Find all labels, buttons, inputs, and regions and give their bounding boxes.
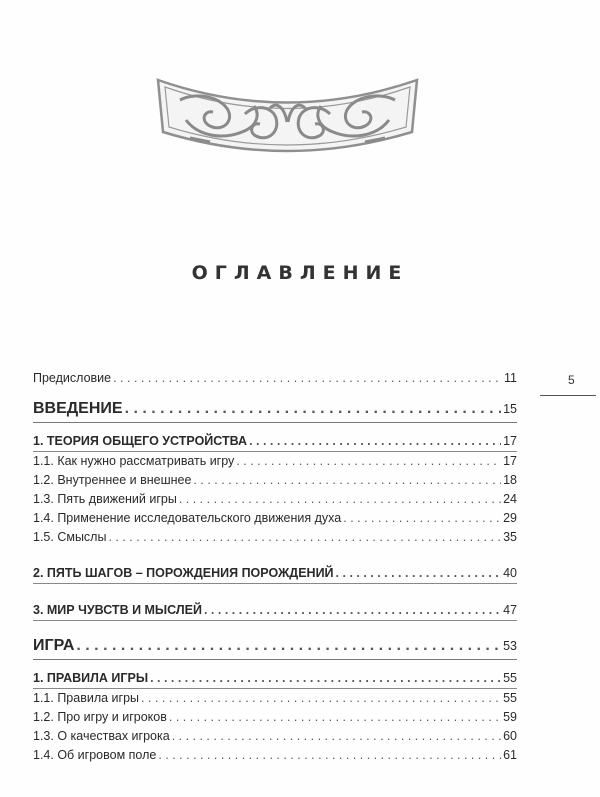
toc-entry-label: 2. ПЯТЬ ШАГОВ – ПОРОЖДЕНИЯ ПОРОЖДЕНИЙ [33, 566, 334, 580]
toc-entry-label: ИГРА [33, 637, 75, 654]
toc-section-entry[interactable] [33, 708, 517, 727]
dot-leader [236, 452, 501, 471]
toc-entry-label: Предисловие [33, 371, 112, 385]
dot-leader [125, 396, 502, 422]
page-number: 5 [568, 373, 575, 387]
decorative-arch-ornament-icon [150, 70, 425, 175]
toc-entry-label: 1.5. Смыслы [33, 530, 107, 544]
toc-entry-page: 35 [503, 530, 517, 544]
toc-entry-label: 1.3. О качествах игрока [33, 729, 170, 743]
dot-leader [172, 727, 501, 746]
dot-leader [141, 689, 501, 708]
toc-entry-page: 40 [503, 566, 517, 580]
dot-leader [76, 633, 501, 659]
dot-leader [343, 509, 501, 528]
dot-leader [336, 563, 502, 583]
toc-section-entry[interactable] [33, 509, 517, 528]
toc-entry-label: 1.1. Правила игры [33, 691, 140, 705]
dot-leader [108, 528, 501, 547]
toc-entry-page: 24 [503, 492, 517, 506]
toc-entry-label: 1.2. Про игру и игроков [33, 710, 167, 724]
toc-chapter-intro-1[interactable] [33, 431, 517, 452]
toc-entry-page: 60 [503, 729, 517, 743]
toc-entry-page: 55 [503, 691, 517, 705]
toc-entry-label: 1.1. Как нужно рассматривать игру [33, 454, 235, 468]
toc-section-entry[interactable] [33, 689, 517, 708]
toc-chapter-intro-2[interactable] [33, 563, 517, 584]
toc-entry-label: 1. ПРАВИЛА ИГРЫ [33, 671, 149, 685]
toc-entry-page: 61 [503, 748, 517, 762]
toc-entry-page: 55 [503, 671, 517, 685]
dot-leader [158, 746, 501, 765]
toc-entry-preface[interactable] [33, 368, 517, 388]
toc-chapter-game-1[interactable] [33, 668, 517, 689]
toc-entry-label: 1.4. Применение исследовательского движения духа [33, 511, 342, 525]
toc-part-introduction[interactable] [33, 396, 517, 423]
dot-leader [150, 668, 501, 688]
toc-entry-page: 18 [503, 473, 517, 487]
toc-entry-page: 47 [503, 603, 517, 617]
toc-entry-label: 1.2. Внутреннее и внешнее [33, 473, 192, 487]
toc-entry-page: 11 [504, 371, 517, 385]
dot-leader [193, 471, 501, 490]
toc-title: ОГЛАВЛЕНИЕ [191, 262, 409, 284]
toc-section-entry[interactable] [33, 471, 517, 490]
toc-section-entry[interactable] [33, 452, 517, 471]
toc-entry-label: 1. ТЕОРИЯ ОБЩЕГО УСТРОЙСТВА [33, 434, 248, 448]
toc-entry-page: 59 [503, 710, 517, 724]
toc-entry-label: 1.3. Пять движений игры [33, 492, 177, 506]
toc-entry-page: 17 [503, 434, 517, 448]
dot-leader [204, 600, 501, 620]
toc-section-entry[interactable] [33, 490, 517, 509]
toc-entry-page: 29 [503, 511, 517, 525]
dot-leader [249, 431, 501, 451]
toc-section-entry[interactable] [33, 528, 517, 547]
toc-section-entry[interactable] [33, 727, 517, 746]
toc-entry-label: 3. МИР ЧУВСТВ И МЫСЛЕЙ [33, 603, 202, 617]
toc-entry-page: 15 [503, 402, 517, 416]
dot-leader [179, 490, 501, 509]
toc-part-game[interactable] [33, 633, 517, 660]
toc-entry-label: 1.4. Об игровом поле [33, 748, 157, 762]
toc-chapter-intro-3[interactable] [33, 600, 517, 621]
dot-leader [113, 368, 502, 388]
page-number-rule [540, 395, 596, 396]
toc-entry-label: ВВЕДЕНИЕ [33, 400, 123, 417]
table-of-contents [33, 368, 517, 765]
toc-section-entry[interactable] [33, 746, 517, 765]
dot-leader [169, 708, 501, 727]
toc-entry-page: 17 [503, 454, 517, 468]
toc-entry-page: 53 [503, 639, 517, 653]
